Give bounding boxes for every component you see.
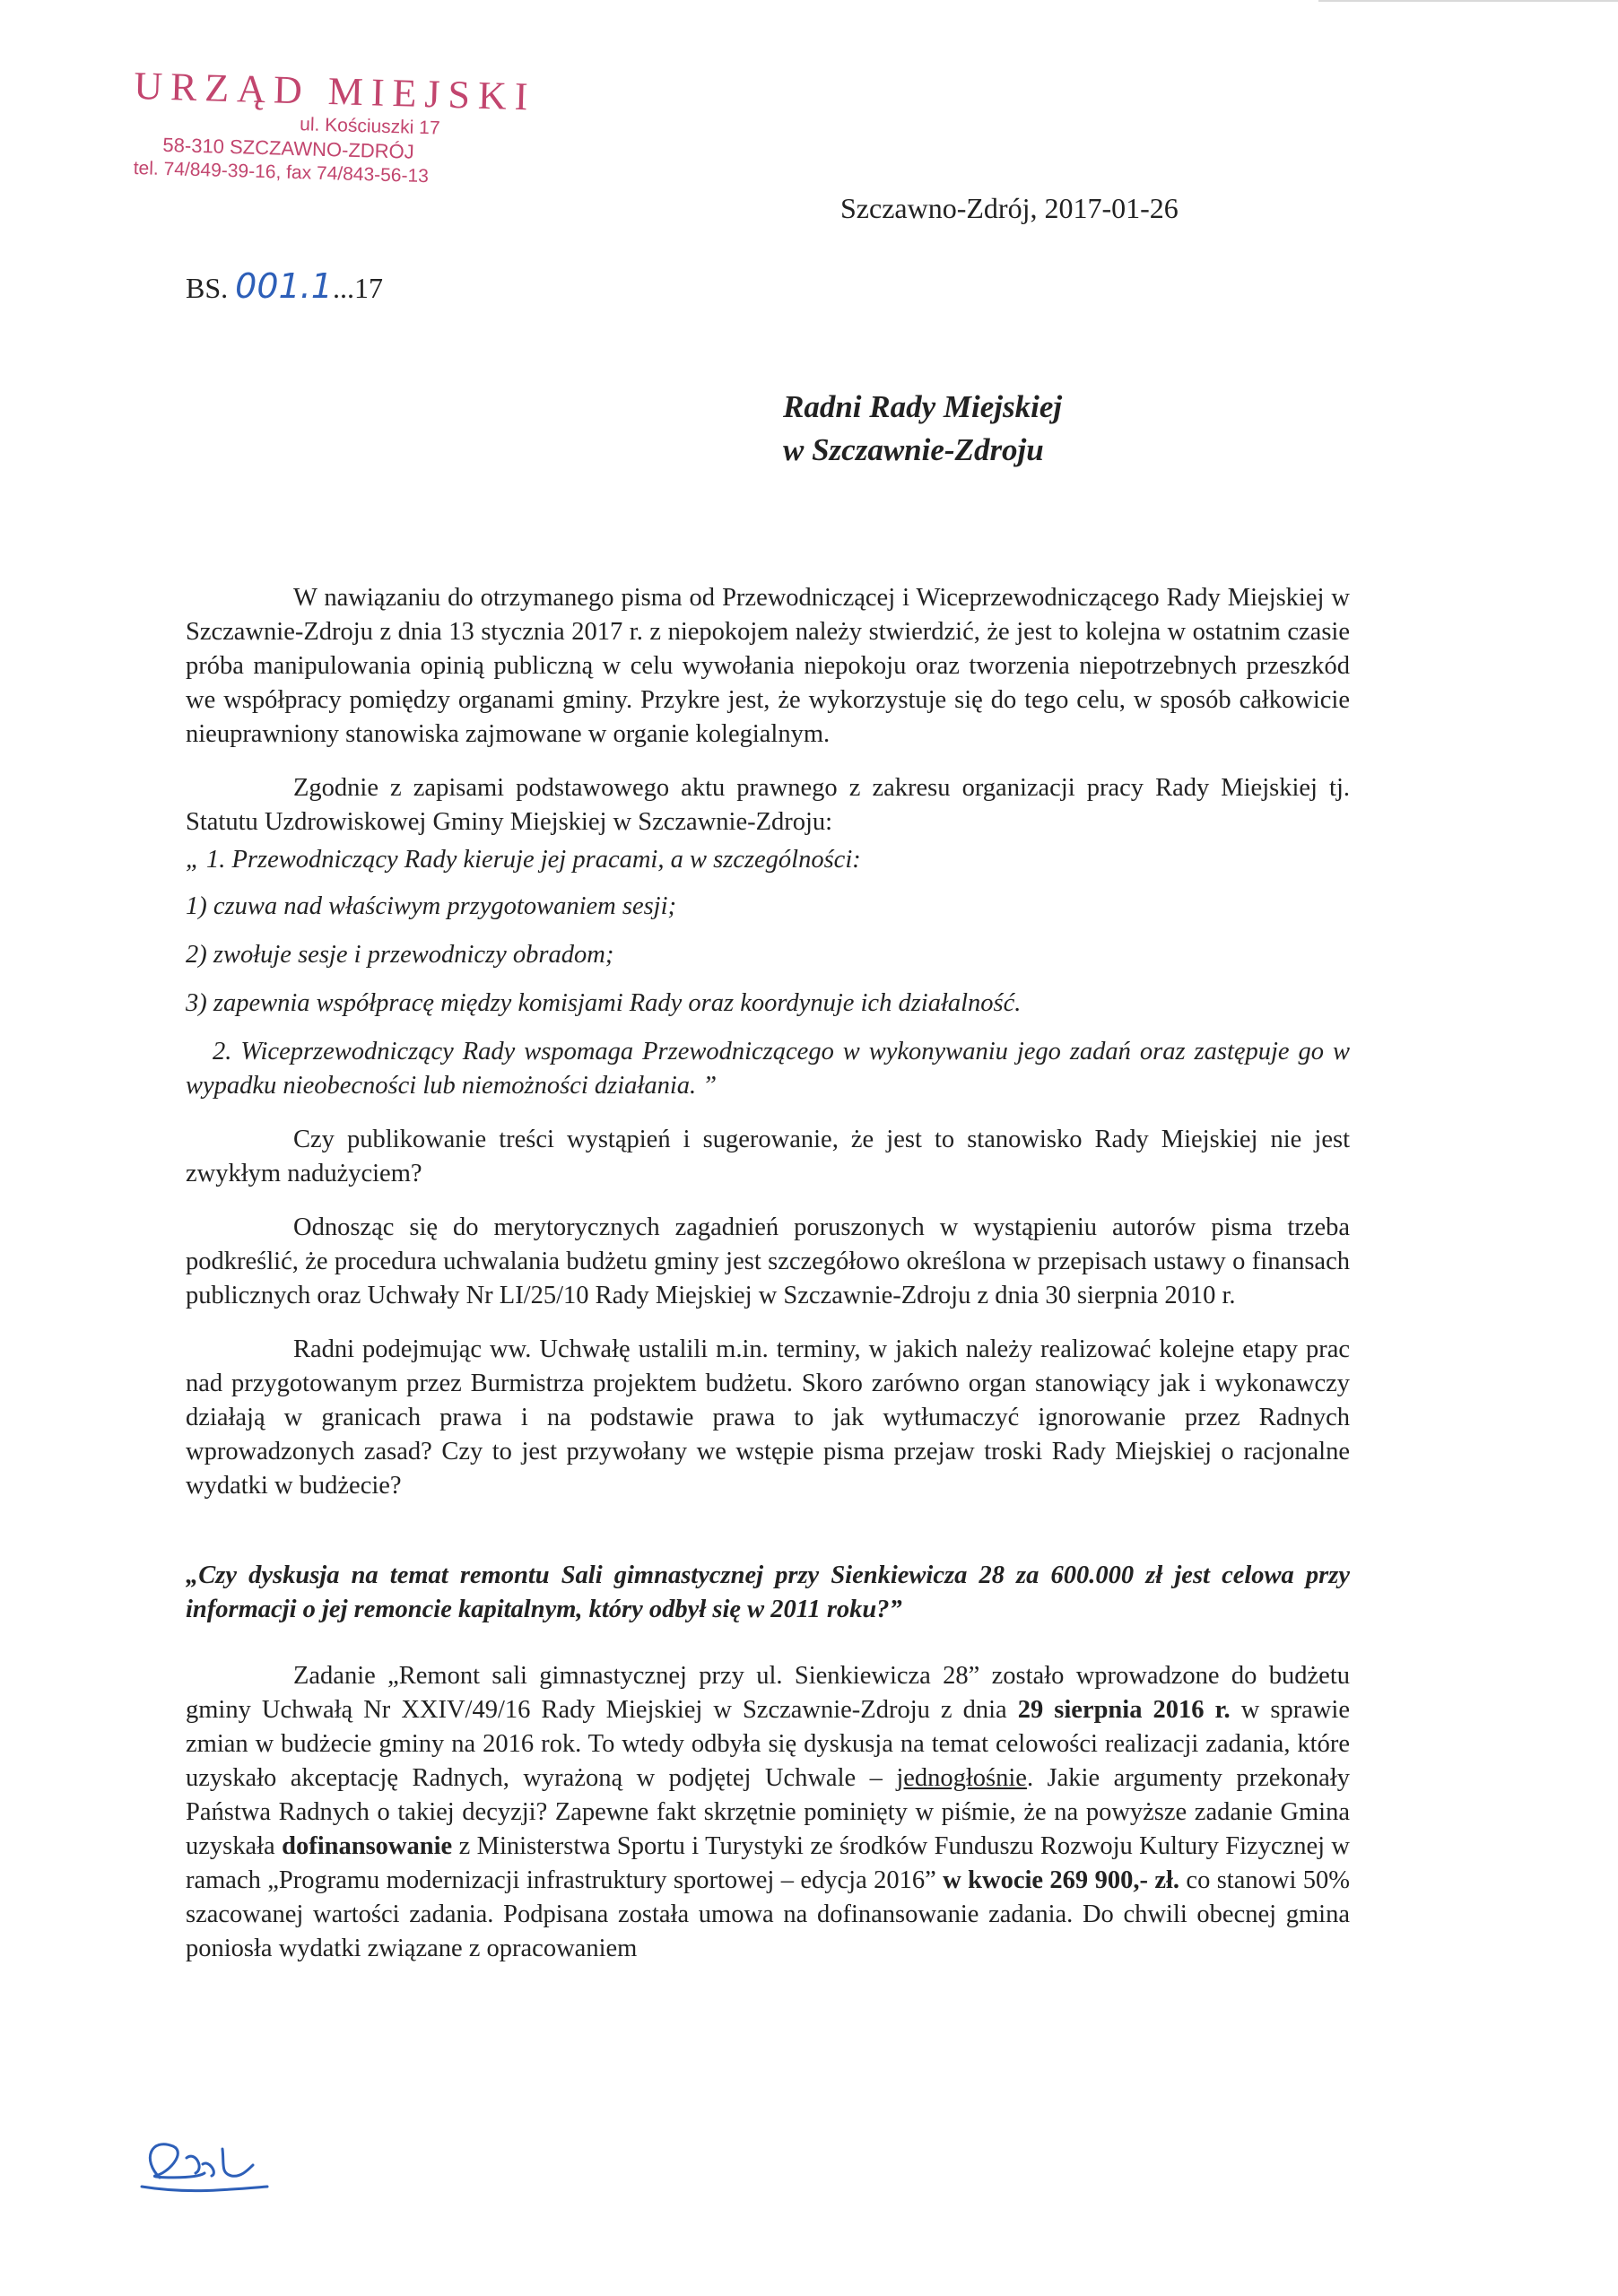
quoted-question: „Czy dyskusja na temat remontu Sali gimnastycznej przy Sienkiewicza 28 za 600.000 zł jest celowa przy informacji o jej remoncie kapitalnym, który odbył się w 2011 roku?” <box>186 1561 1350 1623</box>
stamp-title: URZĄD MIEJSKI <box>133 64 537 119</box>
letter-date: Szczawno-Zdrój, 2017-01-26 <box>840 192 1179 224</box>
office-stamp <box>131 64 537 191</box>
handwritten-signature <box>133 2124 294 2205</box>
underlined-word: jednogłośnie <box>896 1764 1027 1792</box>
addressee <box>783 386 1062 472</box>
paragraph-statute: Zgodnie z zapisami podstawowego aktu prawnego z zakresu organizacji pracy Rady Miejskiej tj. Statutu Uzdrowiskowej Gminy Miejskiej w Szczawnie-Zdroju: <box>186 774 1350 836</box>
text-run: . Jakie argumenty przekonały Państwa Radnych o takiej decyzji? Zapewne fakt skrzętnie pominięty w piśmie, że na powyższe zadanie Gmina uzyskała <box>186 1764 1350 1860</box>
text-run: z Ministerstwa Sportu i Turystyki ze środków Funduszu Rozwoju Kultury Fizycznej w ramach „Programu modernizacji infrastruktury sportowej – edycja 2016” <box>186 1832 1350 1894</box>
paragraph-gym-renovation <box>186 1659 1350 1966</box>
letter-body <box>186 581 1350 1986</box>
reference-handwritten: 001.1 <box>235 266 333 306</box>
quote-deputy: 2. Wiceprzewodniczący Rady wspomaga Przewodniczącego w wykonywaniu jego zadań oraz zastępuje go w wypadku nieobecności lub niemożności działania. ” <box>186 1038 1350 1100</box>
bold-amount: w kwocie 269 900,- zł. <box>935 1866 1180 1894</box>
paragraph-abuse: Czy publikowanie treści wystąpień i sugerowanie, że jest to stanowisko Rady Miejskiej nie jest zwykłym nadużyciem? <box>186 1126 1350 1187</box>
stamp-phone: tel. 74/849-39-16, fax 74/843-56-13 <box>133 158 430 187</box>
bold-date: 29 sierpnia 2016 r. <box>1017 1696 1231 1724</box>
paragraph-intro: W nawiązaniu do otrzymanego pisma od Przewodniczącej i Wiceprzewodniczącego Rady Miejskiej w Szczawnie-Zdroju z dnia 13 stycznia 2017 r. z niepokojem należy stwierdzić, że jest to kolejna w ostatnim czasie próba manipulowania opinią publiczną w celu wywołania niepokoju oraz tworzenia niepotrzebnych przeszkód we współpracy pomiędzy organami gminy. Przykre jest, że wykorzystuje się do tego celu, w sposób całkowicie nieuprawniony stanowiska zajmowane w organie kolegialnym. <box>186 584 1350 748</box>
text-run: w sprawie zmian w budżecie gminy na 2016 rok. To wtedy odbyła się dyskusja na temat celowości realizacji zadania, które uzyskało akceptację Radnych, wyrażoną w podjętej Uchwale – <box>186 1696 1350 1792</box>
stamp-street: ul. Kościuszki 17 <box>299 114 440 139</box>
reference-suffix: ...17 <box>332 272 383 304</box>
quote-item-1: 1) czuwa nad właściwym przygotowaniem sesji; <box>186 892 677 920</box>
addressee-line-1: Radni Rady Miejskiej <box>783 389 1063 424</box>
bold-funding: dofinansowanie <box>282 1832 453 1860</box>
stamp-city: 58-310 SZCZAWNO-ZDRÓJ <box>162 133 415 163</box>
reference-number <box>186 266 383 306</box>
paragraph-budget-procedure: Odnosząc się do merytorycznych zagadnień poruszonych w wystąpieniu autorów pisma trzeba podkreślić, że procedura uchwalania budżetu gminy jest szczegółowo określona w przepisach ustawy o finansach publicznych oraz Uchwały Nr LI/25/10 Rady Miejskiej w Szczawnie-Zdroju z dnia 30 sierpnia 2010 r. <box>186 1213 1350 1309</box>
text-run: Zadanie „Remont sali gimnastycznej przy ul. Sienkiewicza 28” zostało wprowadzone do budżetu gminy Uchwałą Nr XXIV/49/16 Rady Miejskiej w Szczawnie-Zdroju z dnia <box>186 1662 1350 1724</box>
scan-edge-line <box>1318 0 1618 2</box>
addressee-line-2: w Szczawnie-Zdroju <box>783 432 1044 467</box>
text-run: co stanowi 50% szacowanej wartości zadania. Podpisana została umowa na dofinansowanie zadania. Do chwili obecnej gmina poniosła wydatki związane z opracowaniem <box>186 1866 1350 1962</box>
quote-item-3: 3) zapewnia współpracę między komisjami Rady oraz koordynuje ich działalność. <box>186 989 1022 1017</box>
paragraph-deadlines: Radni podejmując ww. Uchwałę ustalili m.in. terminy, w jakich należy realizować kolejne etapy prac nad przygotowanym przez Burmistrza projektem budżetu. Skoro zarówno organ stanowiący jak i wykonawczy działają w granicach prawa i na podstawie prawa to jak wytłumaczyć ignorowanie przez Radnych wprowadzonych zasad? Czy to jest przywołany we wstępie pisma przejaw troski Rady Miejskiej o racjonalne wydatki w budżecie? <box>186 1335 1350 1500</box>
quote-item-2: 2) zwołuje sesje i przewodniczy obradom; <box>186 941 614 969</box>
reference-prefix: BS. <box>186 272 236 304</box>
quote-chairman: „ 1. Przewodniczący Rady kieruje jej pracami, a w szczególności: <box>186 846 861 874</box>
